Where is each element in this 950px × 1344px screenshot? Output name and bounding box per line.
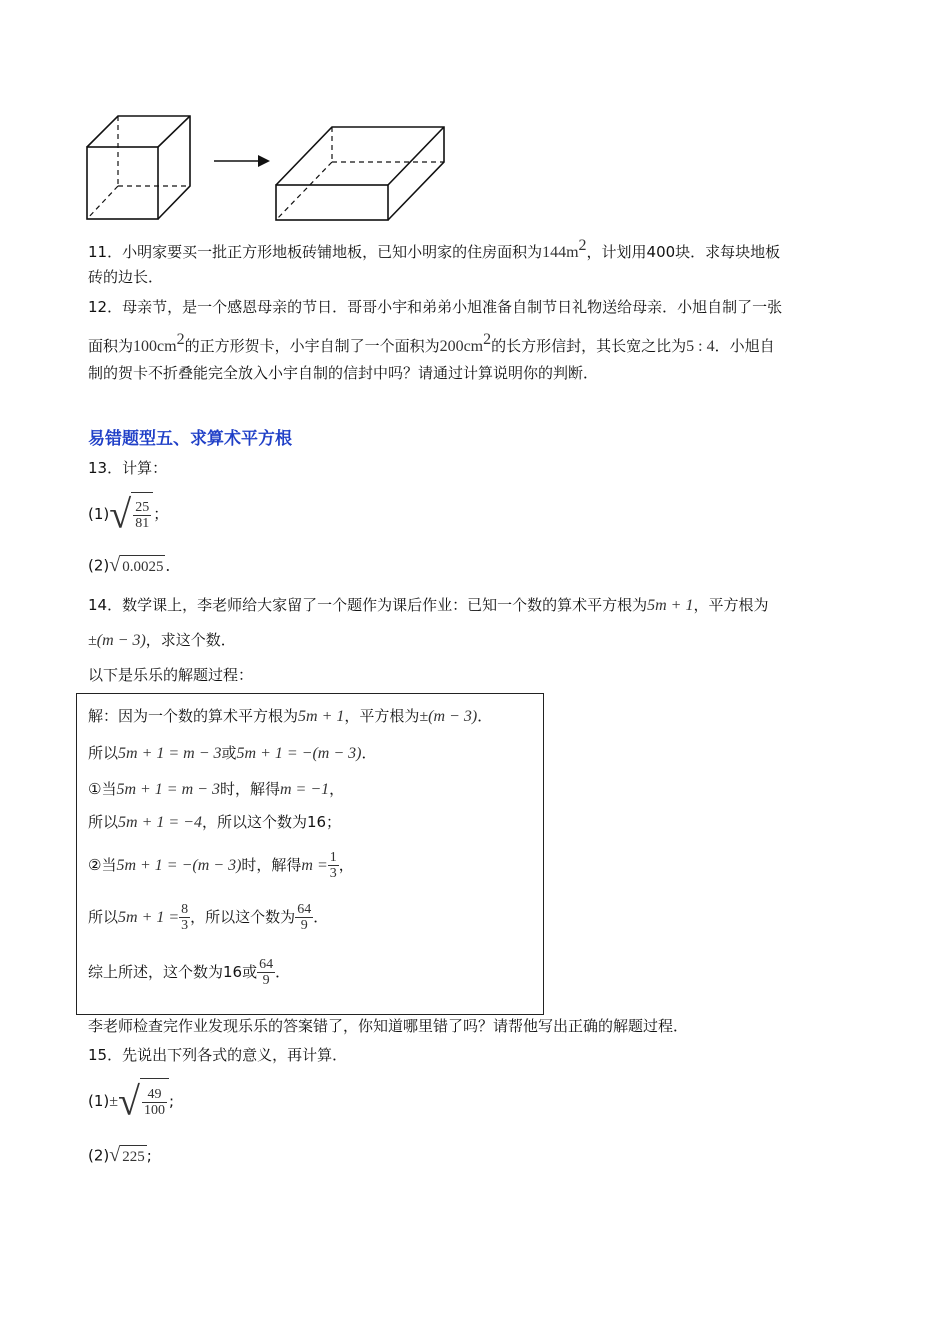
sol1-e2: ±(m − 3) [419,708,478,725]
q12-env-area: 200cm [439,338,484,355]
q14-line1 [88,594,768,617]
sol6-e1: 5m + 1 = [118,909,180,926]
sol5-frac [328,850,339,881]
q11-line2: 砖的边长． [88,268,164,286]
q15-p2-end: ; [146,1146,152,1165]
q12-exp-2: 2 [483,331,492,348]
q13-p2-label: (2) [88,556,110,575]
sol5-den: 3 [329,866,337,881]
q11-line1 [88,235,780,264]
q15-title: 15．先说出下列各式的意义，再计算． [88,1046,348,1064]
sol4-post: ，所以这个数为16； [201,813,342,831]
q13-title: 13．计算： [88,459,168,477]
q13-part1 [88,492,168,537]
q13-p2-rad: 0.0025 [120,555,165,578]
q11-text-post: ，计划用400块．求每块地板 [586,243,781,261]
q12-line3: 制的贺卡不折叠能完全放入小宇自制的信封中吗？请通过计算说明你的判断． [88,364,599,382]
sol6-mid: ，所以这个数为 [190,908,296,926]
sol7-end: ． [275,963,291,981]
sol2-e2: 5m + 1 = −(m − 3) [236,745,362,762]
q13-p1-num: 25 [135,500,150,516]
q14-text-post: ，平方根为 [693,596,769,614]
q12-text-b: 的正方形贺卡，小宇自制了一个面积为 [184,337,440,355]
sol6-pre: 所以 [88,908,119,926]
arrow-icon [214,155,270,167]
q15-part2 [88,1144,152,1168]
q12-ratio: 5 : 4 [686,338,715,355]
sol3-pre: ①当 [88,780,117,798]
q14-expr1: 5m + 1 [647,597,694,614]
sol6-frac [179,902,190,933]
q13-part2 [88,554,181,578]
q13-p1-end: ； [153,505,169,523]
q14-text-line2: ，求这个数． [145,631,236,649]
sol4-e1: 5m + 1 = −4 [118,814,202,831]
sqrt-icon: √ 0.0025 [109,554,164,576]
q15-p1-pm: ± [109,1093,119,1110]
q15-part1 [88,1078,174,1125]
q15-p1-end: ; [168,1092,175,1110]
cube-to-cuboid-figure [80,110,460,228]
q15-p2-rad: 225 [120,1145,147,1168]
q11-area-exp: 2 [578,237,587,254]
q11-text: 11．小明家要买一批正方形地板砖铺地板，已知小明家的住房面积为 [88,243,543,261]
section-title: 易错题型五、求算术平方根 [88,429,292,449]
q12-text-d: ．小旭自 [714,337,775,355]
sol2-pre: 所以 [88,744,119,762]
sol6-num2: 64 [297,902,312,917]
sol1-e1: 5m + 1 [298,708,345,725]
q14-after-box: 李老师检查完作业发现乐乐的答案错了，你知道哪里错了吗？请帮他写出正确的解题过程． [88,1017,689,1035]
cube-icon [87,116,190,219]
sol7-pre: 综上所述，这个数为16或 [88,963,258,981]
q14-text: 14．数学课上，李老师给大家留了一个题作为课后作业：已知一个数的算术平方根为 [88,596,648,614]
q15-p1-label: (1) [88,1092,110,1110]
q12-card-area: 100cm [133,338,177,355]
sol3-e1: 5m + 1 = m − 3 [116,781,220,798]
sol-line1 [88,705,492,728]
sqrt-icon: √ $\frac{25}{81}$ [109,492,153,537]
sol5-num: 1 [329,850,337,865]
sol2-end: ． [361,744,377,762]
q12-text-a: 面积为 [88,337,134,355]
sol-line4 [88,811,341,834]
q12-line2 [88,329,775,358]
q13-p1-label: (1) [88,505,110,523]
sol4-pre: 所以 [88,813,119,831]
q12-exp-1: 2 [176,331,185,348]
sol3-end: ， [329,780,345,798]
sol-line2 [88,742,377,765]
sol3-mid: 时，解得 [219,780,280,798]
sol7-frac [257,957,275,988]
sol-line7 [88,953,290,991]
q15-p1-den: 100 [143,1103,165,1119]
sol-line3 [88,778,344,801]
q15-p2-label: (2) [88,1146,110,1165]
sol5-e2: m = [301,857,328,874]
q11-area: 144m [542,244,579,261]
sol2-mid: 或 [221,744,237,762]
sol-line5 [88,846,354,885]
sol6-den2: 9 [300,918,308,933]
sqrt-icon: √ 225 [109,1144,145,1166]
sol2-e1: 5m + 1 = m − 3 [118,745,222,762]
sol1-pre: 解：因为一个数的算术平方根为 [88,707,299,725]
q14-line3: 以下是乐乐的解题过程： [88,666,254,684]
sol7-den: 9 [262,973,270,988]
q12-line1: 12．母亲节，是一个感恩母亲的节日．哥哥小宇和弟弟小旭准备自制节日礼物送给母亲．小旭自制了一张 [88,298,783,316]
sol6-frac2 [295,902,313,933]
sol5-e1: 5m + 1 = −(m − 3) [116,857,242,874]
q13-p1-den: 81 [135,516,150,532]
sqrt-icon: √ $\frac{49}{100}$ [118,1078,169,1125]
sol-line6 [88,898,328,937]
sol5-pre: ②当 [88,856,117,874]
sol5-end: ， [338,856,354,874]
sol6-num: 8 [181,902,189,917]
q15-p1-num: 49 [142,1087,167,1103]
q14-expr2: ±(m − 3) [88,632,146,649]
sol6-den: 3 [181,918,189,933]
sol3-e2: m = −1 [279,781,330,798]
q13-p2-end: ． [165,556,181,575]
sol1-mid: ，平方根为 [344,707,420,725]
sol5-mid: 时，解得 [241,856,302,874]
sol7-num: 64 [259,957,274,972]
sol6-end: ． [313,908,329,926]
sol1-end: ． [477,707,493,725]
q12-text-c: 的长方形信封，其长宽之比为 [491,337,687,355]
q14-line2 [88,629,236,652]
cuboid-icon [276,127,444,220]
